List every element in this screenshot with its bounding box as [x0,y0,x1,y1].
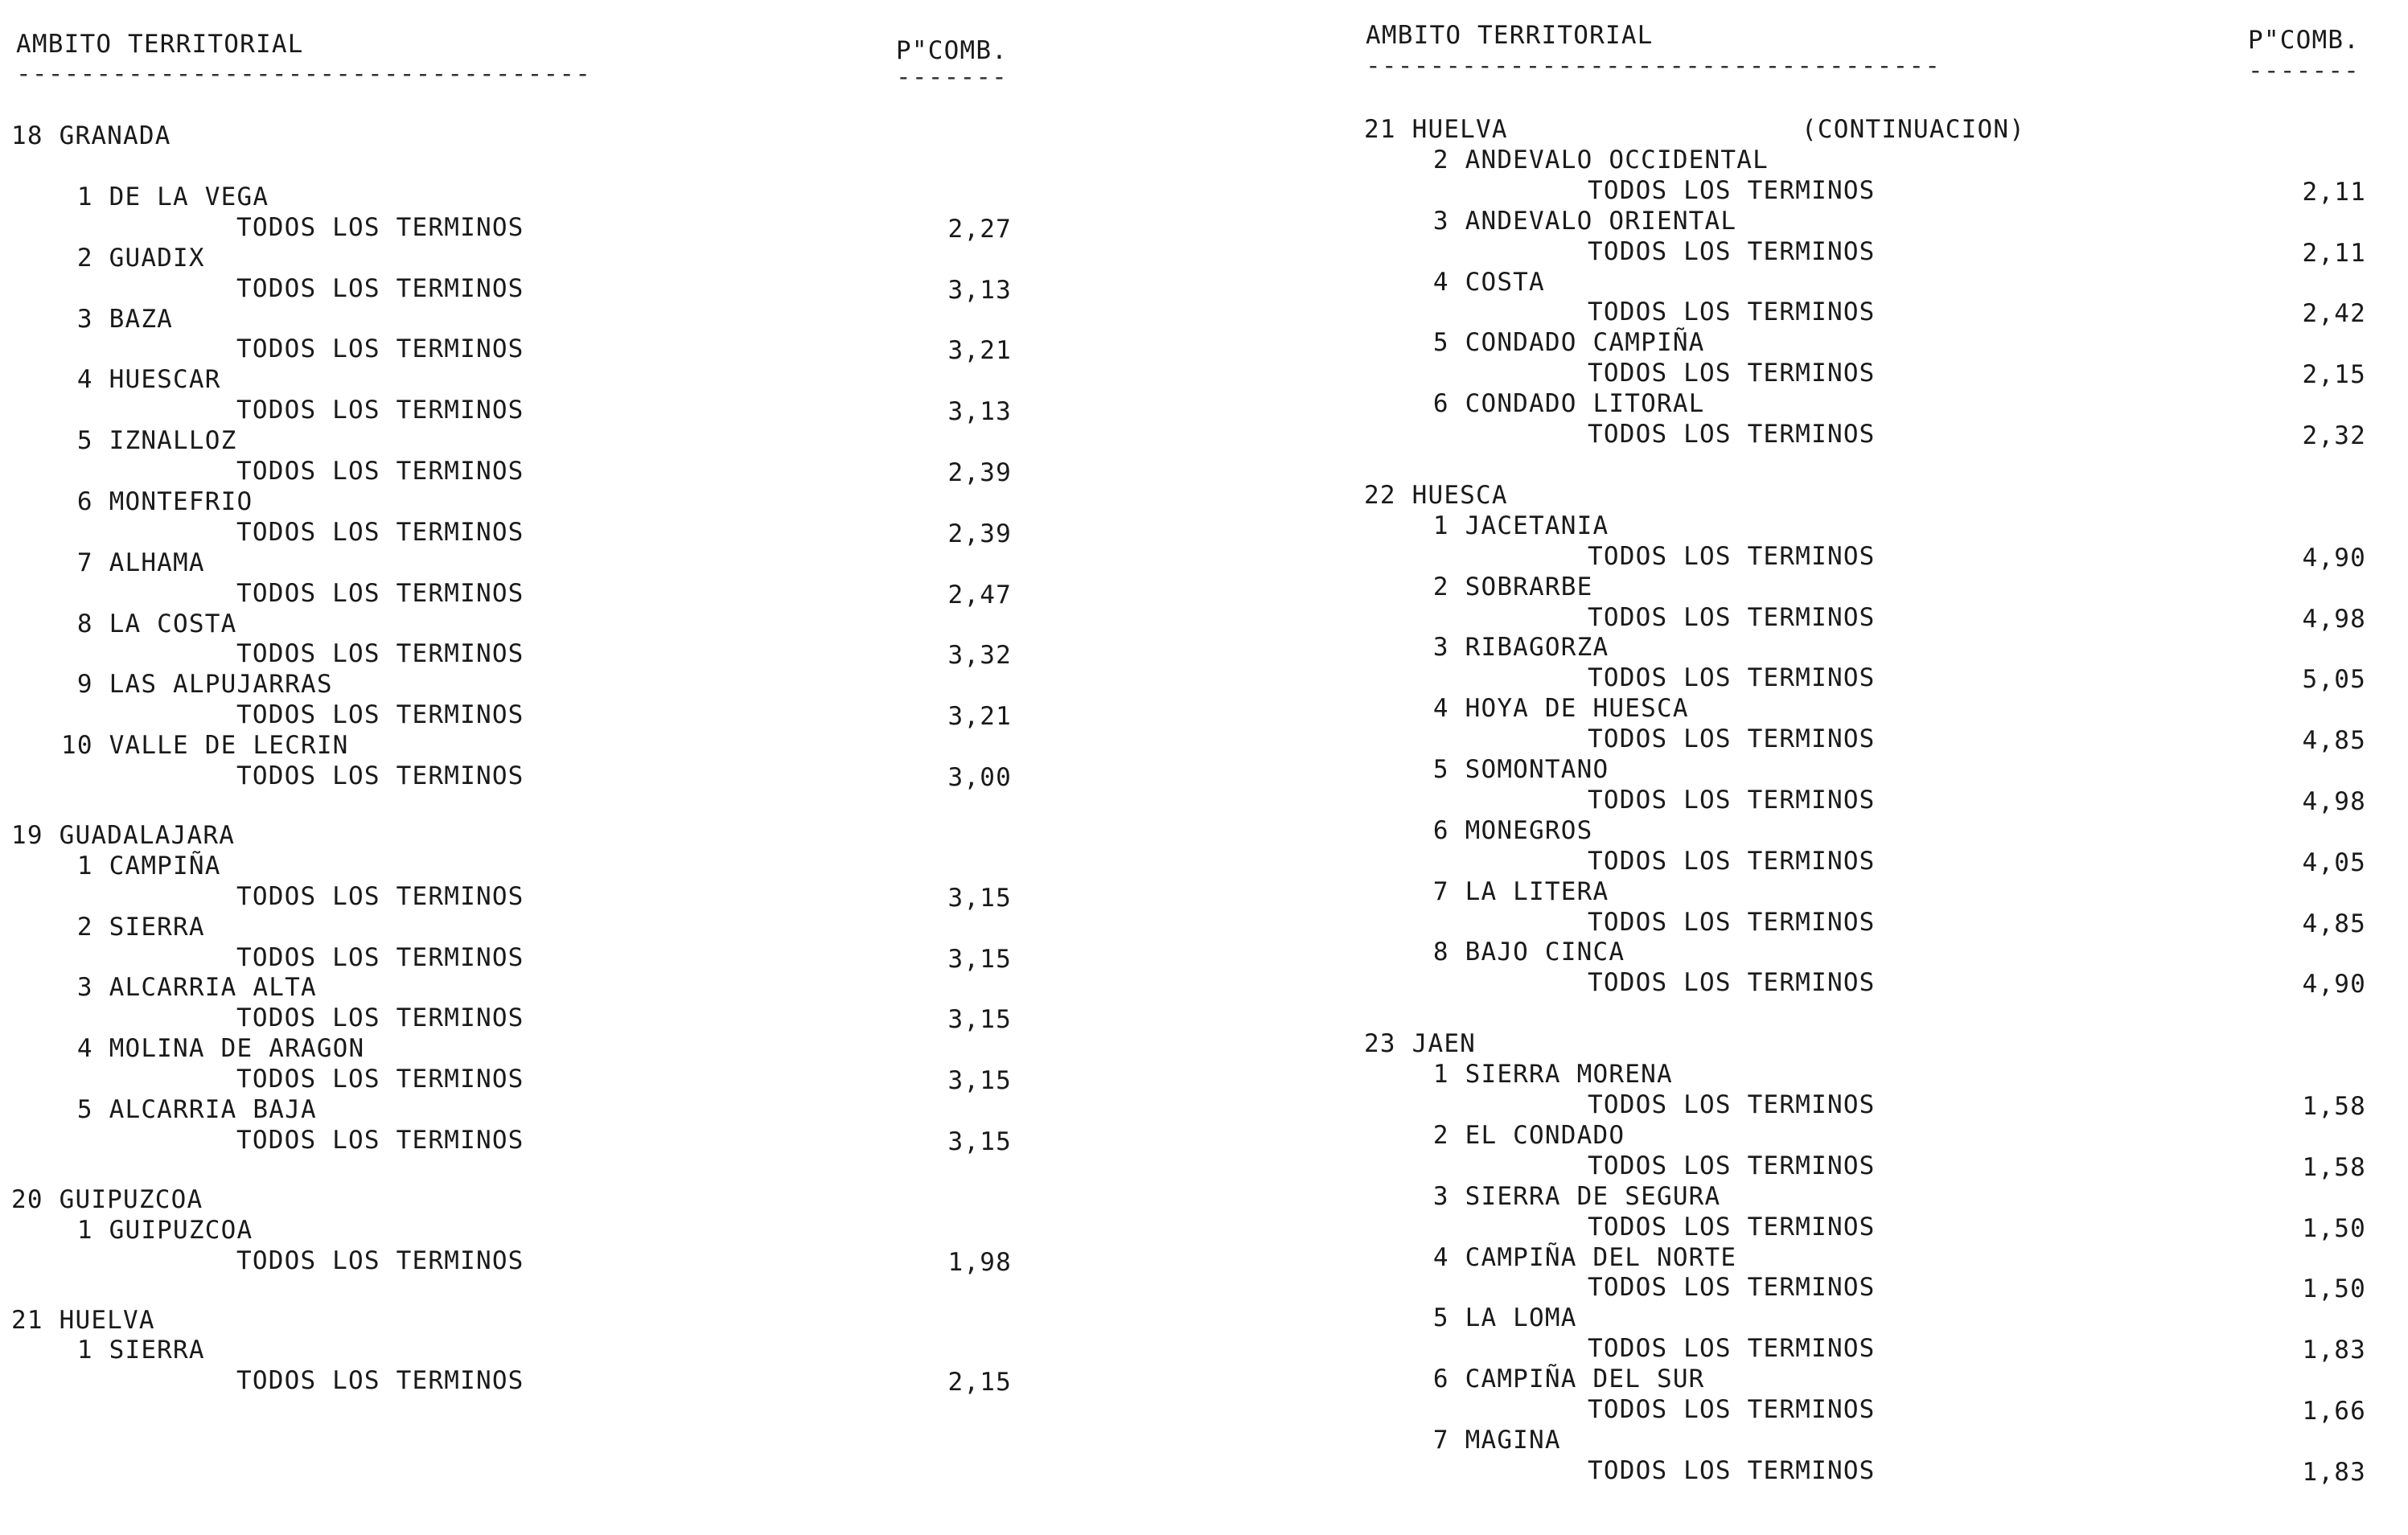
comarca-name: 5 SOMONTANO [1417,755,1609,784]
term-label: TODOS LOS TERMINOS [236,881,524,911]
comarca-name: 10 VALLE DE LECRIN [61,731,349,761]
pcomb-value: 2,11 [2302,238,2366,268]
term-label: TODOS LOS TERMINOS [236,1003,524,1033]
term-label: TODOS LOS TERMINOS [236,578,524,608]
term-label: TODOS LOS TERMINOS [1588,663,1876,693]
continuation-note: (CONTINUACION) [1802,115,2026,144]
comarca-name: 4 CAMPIÑA DEL NORTE [1417,1242,1737,1272]
pcomb-value: 2,42 [2302,299,2366,329]
comarca-name: 6 MONTEFRIO [61,486,253,516]
term-label: TODOS LOS TERMINOS [236,761,524,790]
province-heading: 18 GRANADA [11,121,171,150]
term-label: TODOS LOS TERMINOS [1588,602,1876,632]
header-value-label: P"COMB. [2248,26,2361,55]
comarca-name: 4 HUESCAR [61,365,221,395]
comarca-name: 2 ANDEVALO OCCIDENTAL [1417,145,1769,174]
pcomb-value: 1,50 [2302,1213,2366,1243]
pcomb-value: 2,15 [2302,360,2366,390]
comarca-name: 6 CONDADO LITORAL [1417,389,1705,419]
term-label: TODOS LOS TERMINOS [236,334,524,364]
comarca-name: 4 HOYA DE HUESCA [1417,694,1689,724]
pcomb-value: 4,85 [2302,909,2366,938]
term-label: TODOS LOS TERMINOS [1588,846,1876,876]
comarca-name: 4 COSTA [1417,267,1545,297]
right-column [1351,0,2408,1535]
pcomb-value: 2,15 [947,1368,1012,1398]
term-label: TODOS LOS TERMINOS [236,942,524,972]
comarca-name: 7 MAGINA [1417,1425,1561,1455]
comarca-name: 2 SIERRA [61,912,205,942]
comarca-name: 3 RIBAGORZA [1417,633,1609,663]
province-heading: 20 GUIPUZCOA [11,1184,203,1214]
pcomb-value: 3,32 [947,641,1012,671]
term-label: TODOS LOS TERMINOS [236,700,524,730]
comarca-name: 1 SIERRA MORENA [1417,1060,1673,1090]
pcomb-value: 3,15 [947,1127,1012,1156]
header-value-rule: ------- [2248,56,2361,85]
term-label: TODOS LOS TERMINOS [1588,1212,1876,1242]
term-label: TODOS LOS TERMINOS [1588,175,1876,205]
pcomb-value: 1,58 [2302,1152,2366,1182]
term-label: TODOS LOS TERMINOS [236,517,524,547]
comarca-name: 4 MOLINA DE ARAGON [61,1034,365,1064]
term-label: TODOS LOS TERMINOS [1588,1273,1876,1303]
term-label: TODOS LOS TERMINOS [1588,236,1876,266]
pcomb-value: 2,27 [947,214,1012,244]
pcomb-value: 4,98 [2302,786,2366,816]
term-label: TODOS LOS TERMINOS [1588,359,1876,388]
pcomb-value: 3,21 [947,702,1012,732]
pcomb-value: 3,15 [947,1005,1012,1035]
comarca-name: 1 CAMPIÑA [61,851,221,880]
comarca-name: 5 CONDADO CAMPIÑA [1417,328,1705,358]
pcomb-value: 1,50 [2302,1274,2366,1304]
pcomb-value: 2,39 [947,458,1012,487]
comarca-name: 3 ANDEVALO ORIENTAL [1417,206,1737,236]
comarca-name: 3 SIERRA DE SEGURA [1417,1181,1721,1211]
term-label: TODOS LOS TERMINOS [1588,907,1876,937]
province-heading: 22 HUESCA [1364,480,1508,510]
left-column [0,0,1038,1535]
term-label: TODOS LOS TERMINOS [236,639,524,669]
pcomb-value: 4,90 [2302,970,2366,999]
term-label: TODOS LOS TERMINOS [1588,1151,1876,1180]
pcomb-value: 1,98 [947,1247,1012,1277]
pcomb-value: 3,00 [947,763,1012,792]
pcomb-value: 2,32 [2302,421,2366,450]
pcomb-value: 2,47 [947,580,1012,609]
term-label: TODOS LOS TERMINOS [1588,1090,1876,1119]
comarca-name: 7 ALHAMA [61,548,205,577]
pcomb-value: 2,11 [2302,177,2366,207]
header-title-rule: ------------------------------------ [1366,51,1942,80]
comarca-name: 3 ALCARRIA ALTA [61,973,317,1003]
comarca-name: 7 LA LITERA [1417,876,1609,906]
comarca-name: 9 LAS ALPUJARRAS [61,670,333,700]
comarca-name: 5 LA LOMA [1417,1303,1577,1333]
comarca-name: 6 CAMPIÑA DEL SUR [1417,1365,1705,1394]
comarca-name: 2 SOBRARBE [1417,572,1593,601]
pcomb-value: 3,15 [947,944,1012,974]
term-label: TODOS LOS TERMINOS [236,1366,524,1396]
term-label: TODOS LOS TERMINOS [1588,420,1876,449]
pcomb-value: 4,98 [2302,604,2366,634]
term-label: TODOS LOS TERMINOS [1588,1334,1876,1364]
term-label: TODOS LOS TERMINOS [1588,968,1876,998]
comarca-name: 8 LA COSTA [61,609,237,638]
comarca-name: 2 EL CONDADO [1417,1120,1625,1150]
pcomb-value: 1,83 [2302,1336,2366,1365]
term-label: TODOS LOS TERMINOS [1588,724,1876,754]
pcomb-value: 3,15 [947,883,1012,913]
header-title: AMBITO TERRITORIAL [1366,21,1654,50]
pcomb-value: 2,39 [947,519,1012,548]
term-label: TODOS LOS TERMINOS [236,396,524,425]
comarca-name: 8 BAJO CINCA [1417,938,1625,967]
comarca-name: 1 SIERRA [61,1336,205,1365]
comarca-name: 6 MONEGROS [1417,815,1593,845]
term-label: TODOS LOS TERMINOS [236,1125,524,1155]
comarca-name: 5 ALCARRIA BAJA [61,1095,317,1124]
pcomb-value: 3,15 [947,1066,1012,1096]
term-label: TODOS LOS TERMINOS [236,273,524,303]
comarca-name: 1 JACETANIA [1417,511,1609,540]
pcomb-value: 1,66 [2302,1397,2366,1426]
pcomb-value: 4,05 [2302,848,2366,877]
pcomb-value: 3,13 [947,397,1012,427]
comarca-name: 2 GUADIX [61,243,205,273]
term-label: TODOS LOS TERMINOS [236,1065,524,1094]
term-label: TODOS LOS TERMINOS [1588,298,1876,327]
comarca-name: 5 IZNALLOZ [61,426,237,456]
pcomb-value: 5,05 [2302,665,2366,695]
pcomb-value: 1,83 [2302,1457,2366,1487]
header-title-rule: ------------------------------------ [16,60,592,88]
term-label: TODOS LOS TERMINOS [1588,785,1876,815]
term-label: TODOS LOS TERMINOS [1588,1455,1876,1485]
header-title: AMBITO TERRITORIAL [16,30,304,59]
header-value-rule: ------- [896,63,1009,92]
pcomb-value: 4,90 [2302,543,2366,573]
header-value-label: P"COMB. [896,36,1009,65]
term-label: TODOS LOS TERMINOS [1588,1395,1876,1424]
comarca-name: 3 BAZA [61,304,174,334]
comarca-name: 1 GUIPUZCOA [61,1215,253,1245]
province-heading: 21 HUELVA [11,1305,155,1335]
comarca-name: 1 DE LA VEGA [61,182,269,211]
term-label: TODOS LOS TERMINOS [236,1246,524,1275]
pcomb-value: 3,13 [947,275,1012,305]
pcomb-value: 4,85 [2302,726,2366,756]
province-heading: 23 JAEN [1364,1029,1477,1059]
term-label: TODOS LOS TERMINOS [236,212,524,242]
pcomb-value: 3,21 [947,336,1012,366]
province-heading: 21 HUELVA [1364,115,1508,144]
term-label: TODOS LOS TERMINOS [236,457,524,486]
province-heading: 19 GUADALAJARA [11,820,236,850]
term-label: TODOS LOS TERMINOS [1588,541,1876,571]
pcomb-value: 1,58 [2302,1092,2366,1121]
